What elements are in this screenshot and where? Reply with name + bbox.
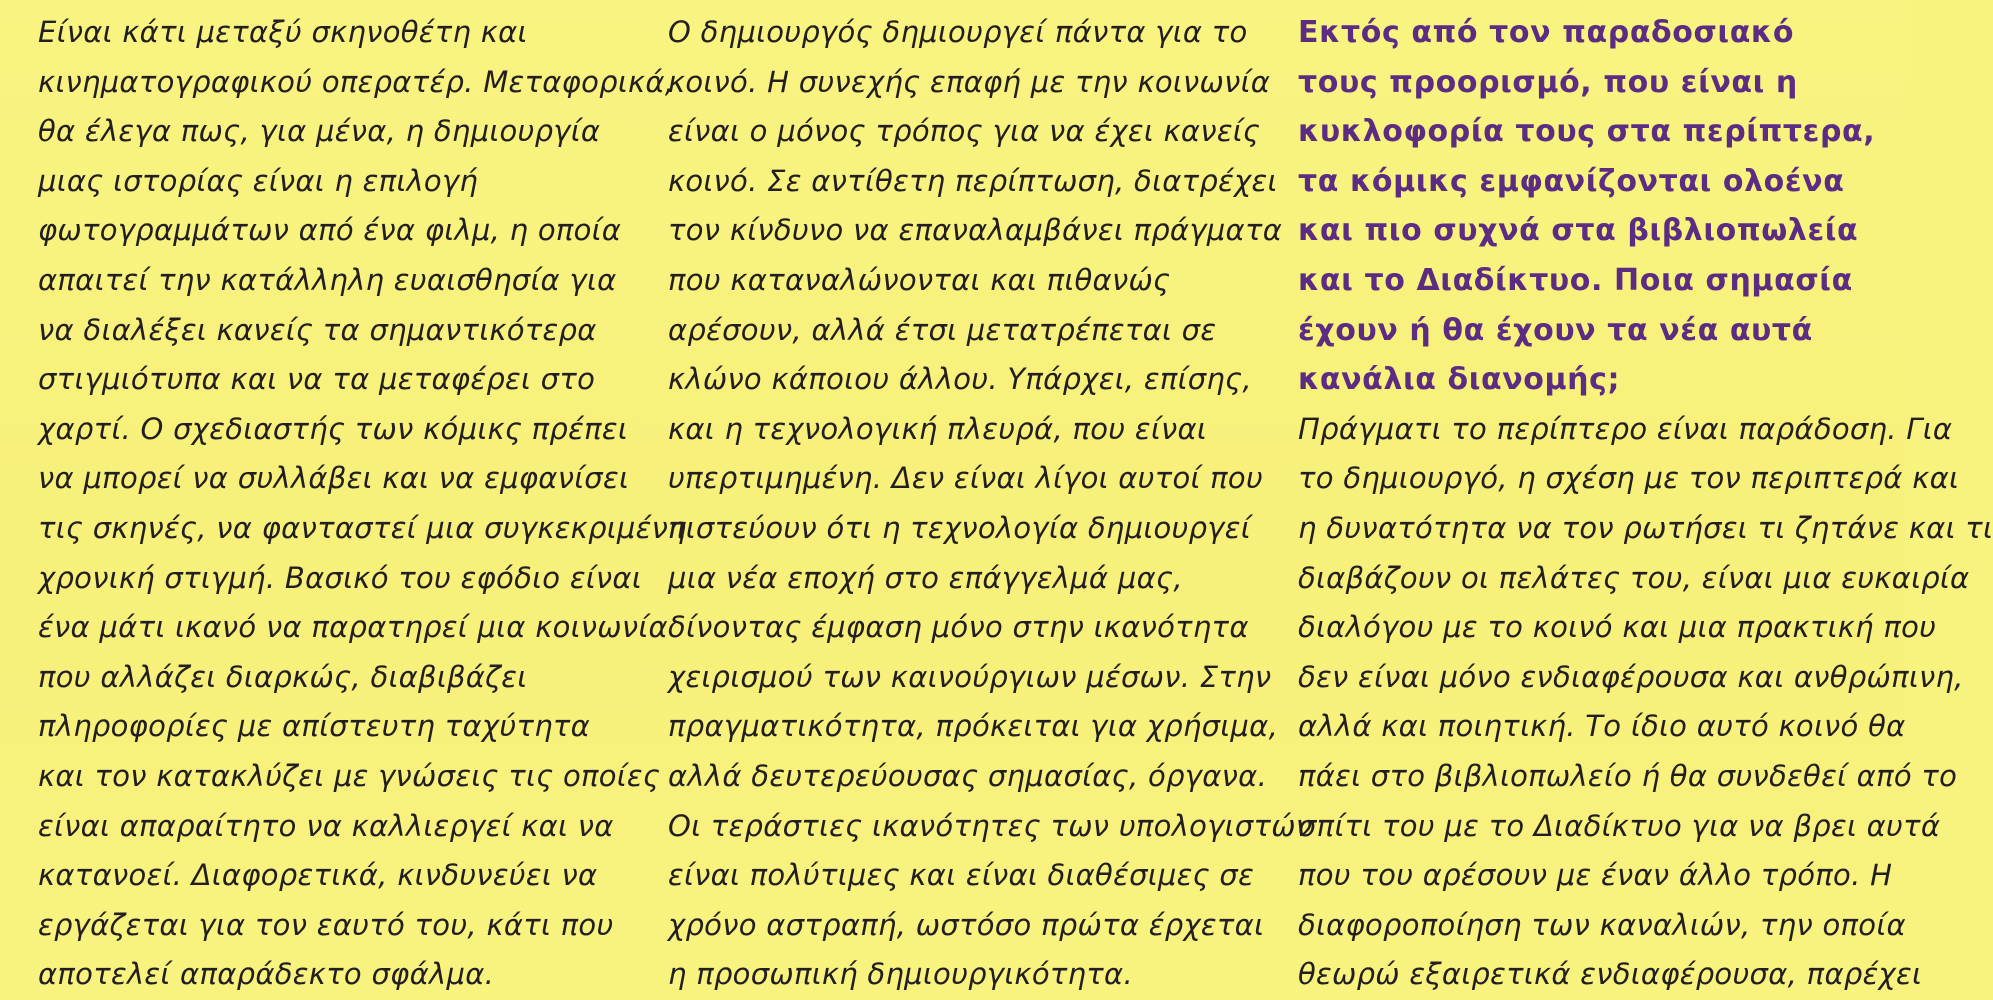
text-line: κοινό. Σε αντίθετη περίπτωση, διατρέχει — [668, 163, 1278, 198]
text-line: τις σκηνές, να φανταστεί μια συγκεκριμένη — [38, 510, 687, 545]
text-line: είναι πολύτιμες και είναι διαθέσιμες σε — [668, 858, 1255, 893]
answer-line: δεν είναι μόνο ενδιαφέρουσα και ανθρώπινη, — [1298, 659, 1964, 694]
text-line: Είναι κάτι μεταξύ σκηνοθέτη και — [38, 15, 528, 49]
text-line: να μπορεί να συλλάβει και να εμφανίσει — [38, 461, 630, 496]
text-line: κλώνο κάποιου άλλου. Υπάρχει, επίσης, — [668, 362, 1252, 397]
question-line: τους προορισμό, που είναι η — [1298, 64, 1798, 100]
question-line: και το Διαδίκτυο. Ποια σημασία — [1298, 262, 1853, 298]
interview-question — [1298, 8, 1898, 405]
text-line: πιστεύουν ότι η τεχνολογία δημιουργεί — [668, 510, 1251, 545]
question-line: Εκτός από τον παραδοσιακό — [1298, 15, 1795, 50]
text-line: Ο δημιουργός δημιουργεί πάντα για το — [668, 15, 1248, 49]
text-line: είναι ο μόνος τρόπος για να έχει κανείς — [668, 114, 1261, 149]
text-line: στιγμιότυπα και να τα μεταφέρει στο — [38, 362, 596, 397]
text-line: πραγματικότητα, πρόκειται για χρήσιμα, — [668, 709, 1279, 744]
answer-line: το δημιουργό, η σχέση με τον περιπτερά και — [1298, 461, 1960, 496]
text-line: ένα μάτι ικανό να παρατηρεί μια κοινωνία — [38, 610, 668, 645]
answer-line: διαλόγου με το κοινό και μια πρακτική που — [1298, 610, 1937, 645]
text-line: που καταναλώνονται και πιθανώς — [668, 262, 1171, 297]
answer-line: σπίτι του με το Διαδίκτυο για να βρει αυτά — [1298, 808, 1941, 843]
text-line: πληροφορίες με απίστευτη ταχύτητα — [38, 709, 591, 744]
text-line: που αλλάζει διαρκώς, διαβιβάζει — [38, 659, 528, 694]
text-line: μια νέα εποχή στο επάγγελμά μας, — [668, 560, 1183, 595]
answer-line: διαφοροποίηση των καναλιών, την οποία — [1298, 907, 1906, 942]
answer-line: αλλά και ποιητική. Το ίδιο αυτό κοινό θα — [1298, 709, 1906, 744]
answer-line: που του αρέσουν με έναν άλλο τρόπο. Η — [1298, 858, 1893, 893]
answer-line: πάει στο βιβλιοπωλείο ή θα συνδεθεί από το — [1298, 758, 1958, 793]
text-line: η προσωπική δημιουργικότητα. — [668, 957, 1133, 992]
answer-line: η δυνατότητα να τον ρωτήσει τι ζητάνε και τι — [1298, 510, 1993, 545]
text-column-1 — [38, 8, 687, 1000]
text-line: και τον κατακλύζει με γνώσεις τις οποίες — [38, 758, 661, 793]
interview-answer — [1298, 405, 1993, 1000]
question-line: τα κόμικς εμφανίζονται ολοένα — [1298, 163, 1845, 199]
text-line: φωτογραμμάτων από ένα φιλμ, η οποία — [38, 213, 622, 248]
text-line: και η τεχνολογική πλευρά, που είναι — [668, 411, 1207, 446]
text-line: μιας ιστορίας είναι η επιλογή — [38, 163, 479, 198]
answer-line: Πράγματι το περίπτερο είναι παράδοση. Για — [1298, 411, 1953, 446]
text-column-2 — [668, 8, 1313, 1000]
answer-line: θεωρώ εξαιρετικά ενδιαφέρουσα, παρέχει — [1298, 957, 1923, 992]
question-line: και πιο συχνά στα βιβλιοπωλεία — [1298, 213, 1859, 249]
text-line: απαιτεί την κατάλληλη ευαισθησία για — [38, 262, 617, 297]
answer-line: διαβάζουν οι πελάτες του, είναι μια ευκαιρία — [1298, 560, 1970, 595]
text-line: να διαλέξει κανείς τα σημαντικότερα — [38, 312, 597, 347]
text-line: θα έλεγα πως, για μένα, η δημιουργία — [38, 114, 601, 149]
text-line: χειρισμού των καινούργιων μέσων. Στην — [668, 659, 1272, 694]
question-line: έχουν ή θα έχουν τα νέα αυτά — [1298, 312, 1813, 348]
text-line: αρέσουν, αλλά έτσι μετατρέπεται σε — [668, 312, 1217, 347]
question-line: κανάλια διανομής; — [1298, 362, 1621, 398]
text-line: αποτελεί απαράδεκτο σφάλμα. — [38, 957, 495, 992]
question-line: κυκλοφορία τους στα περίπτερα, — [1298, 114, 1876, 150]
text-line: κατανοεί. Διαφορετικά, κινδυνεύει να — [38, 858, 598, 893]
text-line: υπερτιμημένη. Δεν είναι λίγοι αυτοί που — [668, 461, 1264, 496]
text-line: κινηματογραφικού οπερατέρ. Μεταφορικά, — [38, 64, 675, 99]
text-line: χρονική στιγμή. Βασικό του εφόδιο είναι — [38, 560, 642, 595]
text-line: Οι τεράστιες ικανότητες των υπολογιστών — [668, 808, 1313, 843]
text-line: χαρτί. Ο σχεδιαστής των κόμικς πρέπει — [38, 411, 628, 446]
text-line: δίνοντας έμφαση μόνο στην ικανότητα — [668, 610, 1249, 645]
text-line: τον κίνδυνο να επαναλαμβάνει πράγματα — [668, 213, 1283, 248]
text-line: αλλά δευτερεύουσας σημασίας, όργανα. — [668, 758, 1268, 793]
text-line: κοινό. Η συνεχής επαφή με την κοινωνία — [668, 64, 1271, 99]
text-line: είναι απαραίτητο να καλλιεργεί και να — [38, 808, 614, 843]
text-line: εργάζεται για τον εαυτό του, κάτι που — [38, 907, 614, 942]
text-line: χρόνο αστραπή, ωστόσο πρώτα έρχεται — [668, 907, 1265, 942]
text-column-3 — [1298, 8, 1993, 1000]
